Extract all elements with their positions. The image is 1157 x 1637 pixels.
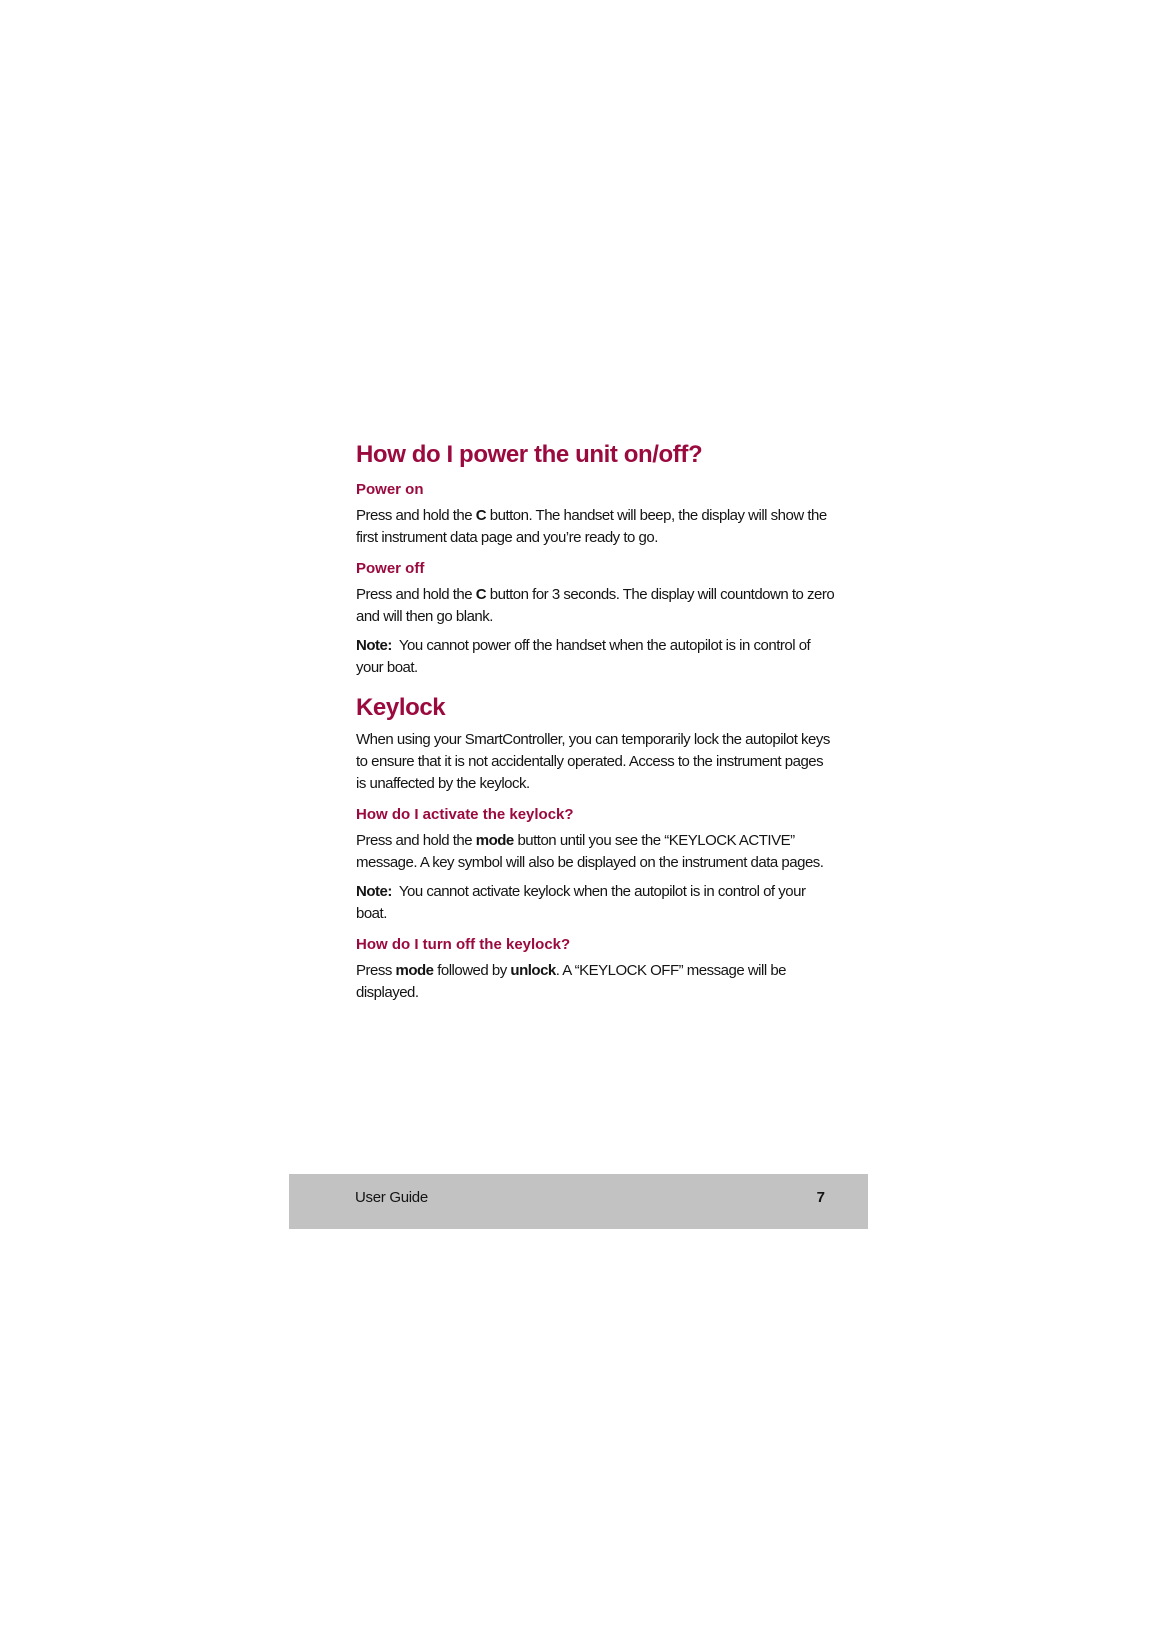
power-off-text-start: Press and hold the	[356, 586, 476, 603]
power-off-paragraph	[356, 584, 836, 628]
keylock-note-text: You cannot activate keylock when the autopilot is in control of your boat.	[356, 883, 810, 922]
mode-key-label: mode	[395, 962, 434, 979]
keylock-note	[356, 881, 836, 925]
keylock-section-title: Keylock	[356, 694, 446, 721]
footer-title: User Guide	[355, 1189, 428, 1206]
power-on-heading: Power on	[356, 481, 424, 498]
activate-keylock-paragraph	[356, 830, 836, 874]
keylock-intro: When using your SmartController, you can temporarily lock the autopilot keys to ensure that it is not accidentally operated. Access to the instrument pages is unaffected by the keylock.	[356, 731, 830, 792]
page-number: 7	[816, 1189, 825, 1206]
power-off-text-end: button for 3 seconds. The display will countdown to zero and will then go blank.	[356, 586, 835, 625]
power-off-heading: Power off	[356, 560, 425, 577]
note-label: Note:	[356, 883, 392, 900]
activate-text-end: button until you see the “KEYLOCK ACTIVE” message. A key symbol will also be displayed on the instrument data pages.	[356, 832, 824, 871]
power-note-text: You cannot power off the handset when the autopilot is in control of your boat.	[356, 637, 814, 676]
power-note	[356, 635, 836, 679]
power-on-paragraph	[356, 505, 836, 549]
page-content	[356, 440, 836, 1011]
power-on-text-end: button. The handset will beep, the display will show the first instrument data page and you’re ready to go.	[356, 507, 827, 546]
power-section-title: How do I power the unit on/off?	[356, 441, 703, 468]
turn-off-text-middle: followed by	[433, 962, 511, 979]
power-on-text-start: Press and hold the	[356, 507, 476, 524]
c-key-label: C	[475, 586, 487, 603]
mode-key-label: mode	[475, 832, 514, 849]
unlock-key-label: unlock	[510, 962, 556, 979]
turn-off-text-end: . A “KEYLOCK OFF” message will be displayed.	[356, 962, 787, 1001]
turn-off-keylock-paragraph	[356, 960, 836, 1004]
activate-keylock-heading: How do I activate the keylock?	[356, 806, 574, 823]
activate-text-start: Press and hold the	[356, 832, 476, 849]
c-key-label: C	[475, 507, 487, 524]
turn-off-text-start: Press	[356, 962, 396, 979]
note-label: Note:	[356, 637, 392, 654]
page-footer	[289, 1174, 868, 1229]
turn-off-keylock-heading: How do I turn off the keylock?	[356, 936, 571, 953]
